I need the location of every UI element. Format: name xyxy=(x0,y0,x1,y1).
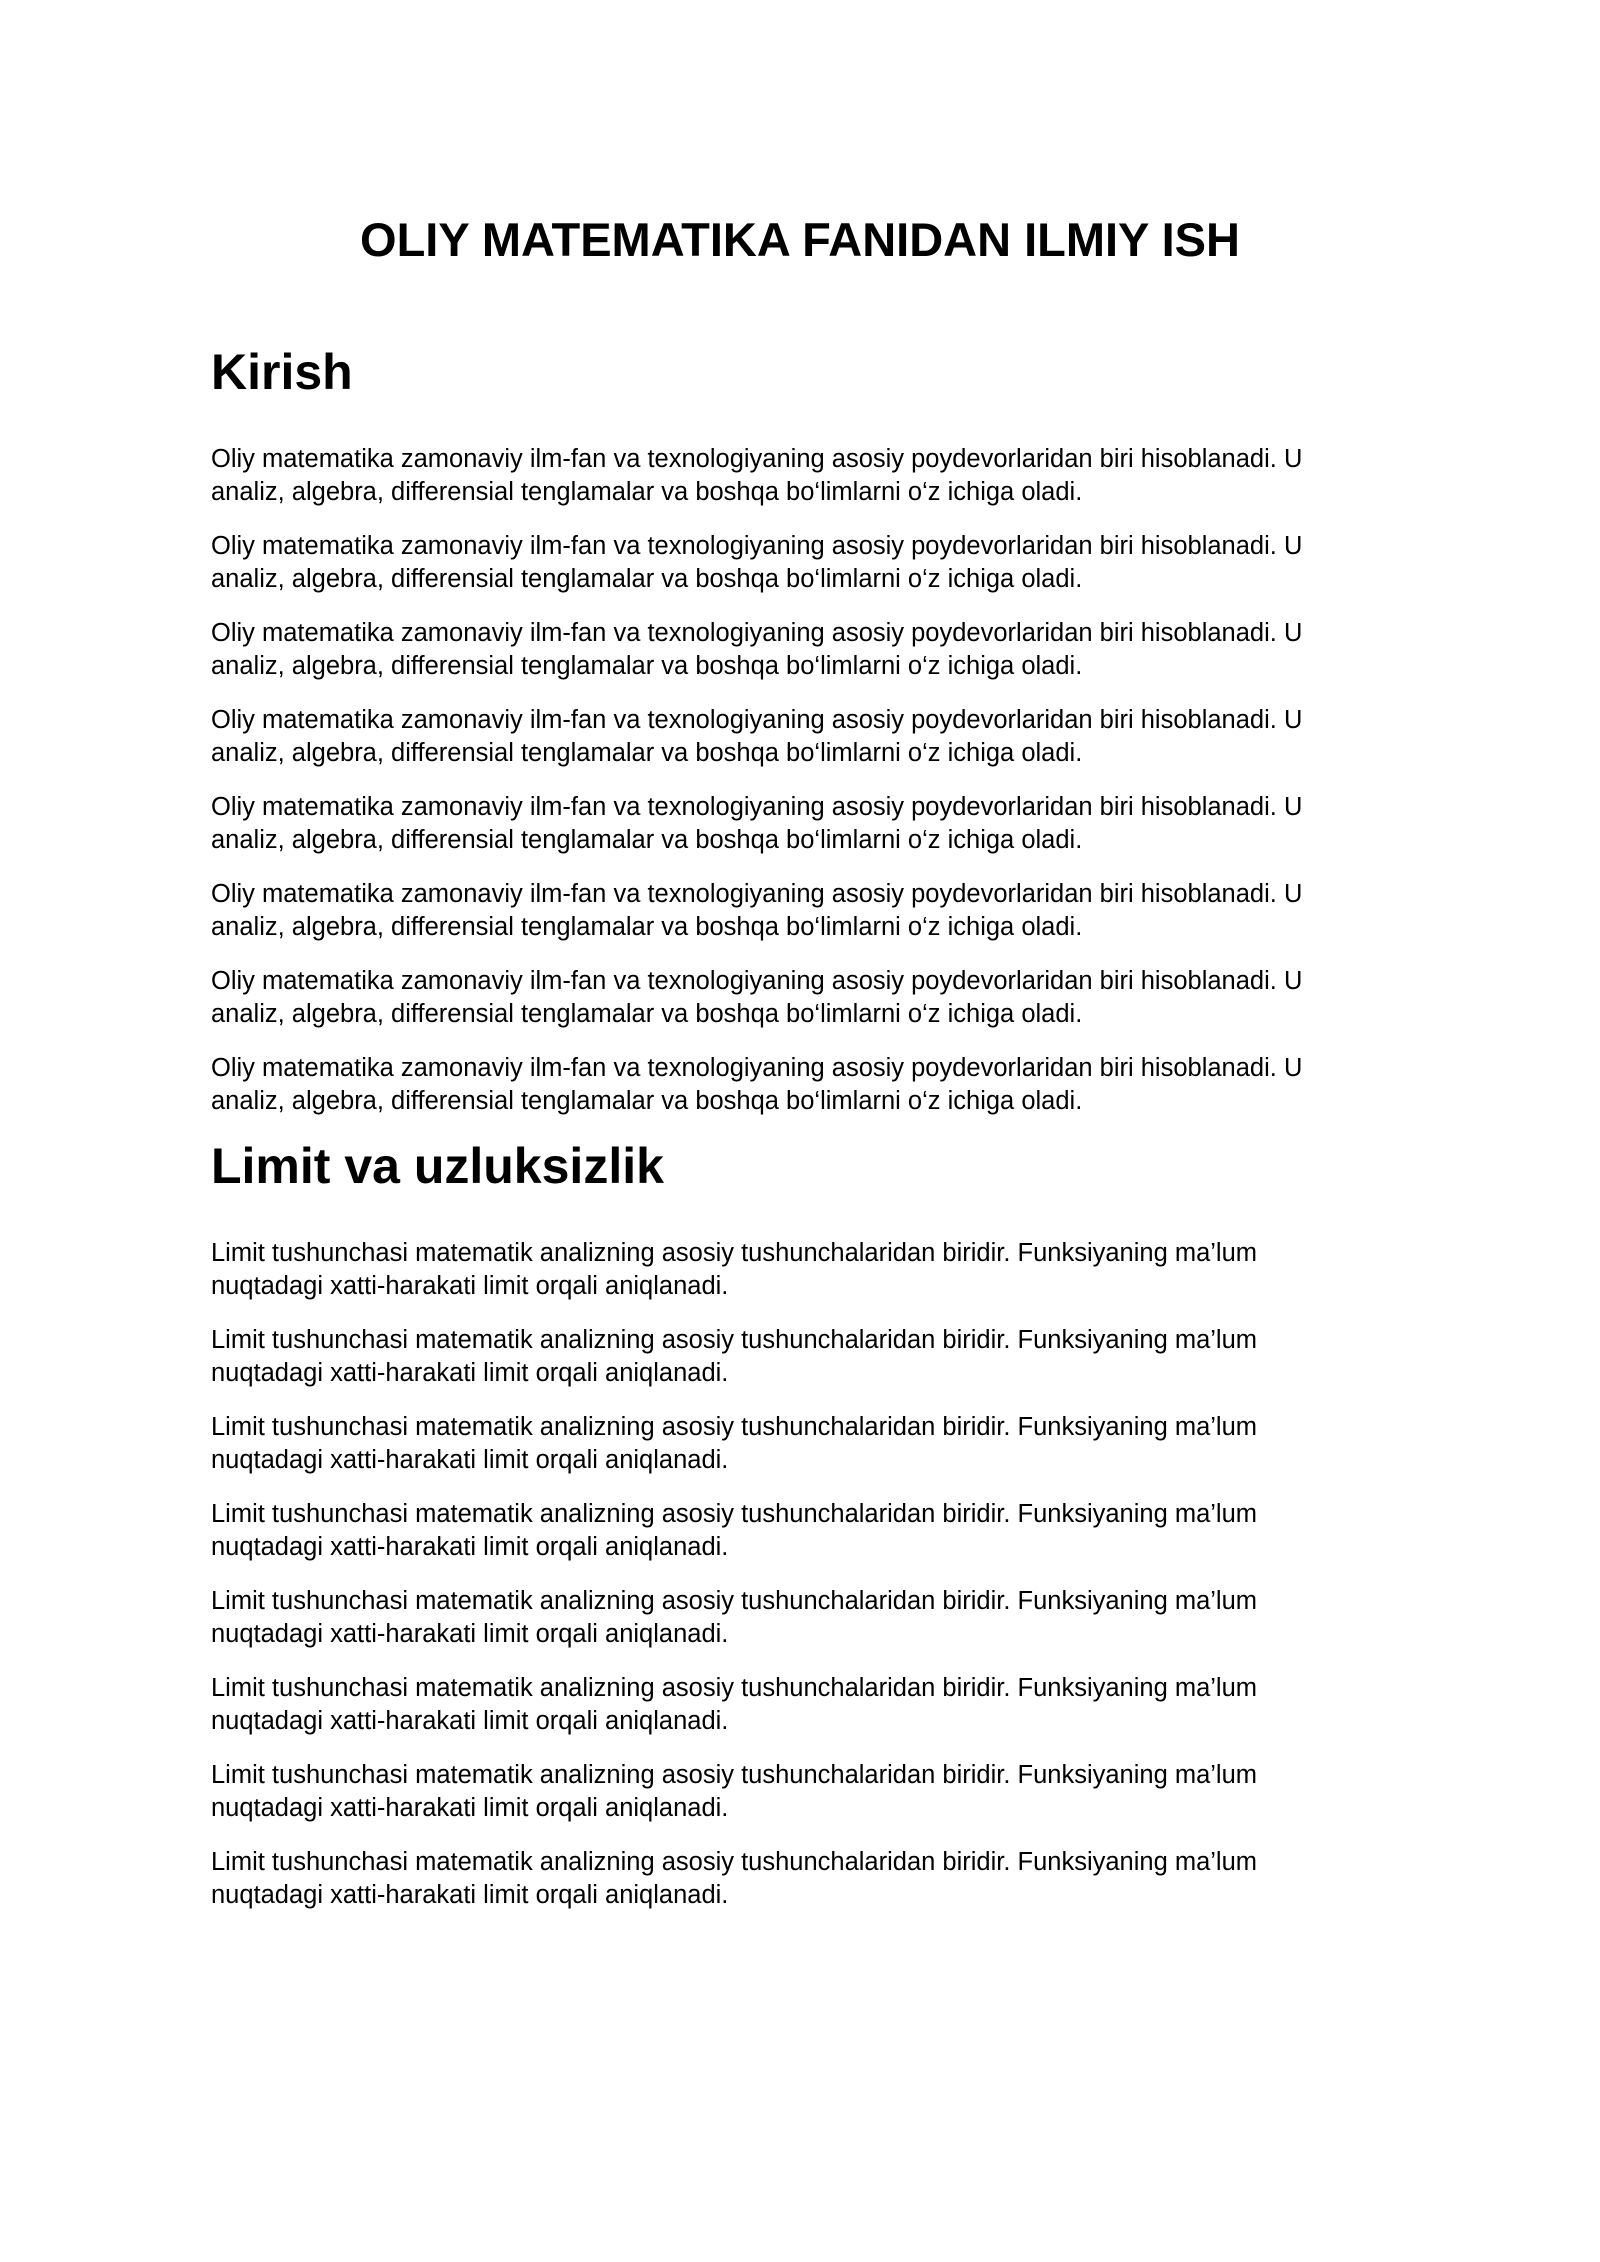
paragraph xyxy=(211,1672,1257,1759)
paragraph-line: Oliy matematika zamonaviy ilm-fan va texnologiyaning asosiy poydevorlaridan biri hisoblanadi. U xyxy=(211,706,1303,734)
paragraph-line: nuqtadagi xatti-harakati limit orqali aniqlanadi. xyxy=(211,1272,729,1300)
section-paragraphs xyxy=(211,1237,1257,1933)
paragraph xyxy=(211,965,1302,1052)
section-limit-va-uzluksizlik xyxy=(211,1136,1411,1909)
document-title: OLIY MATEMATIKA FANIDAN ILMIY ISH xyxy=(360,213,1240,266)
paragraph-line: nuqtadagi xatti-harakati limit orqali aniqlanadi. xyxy=(211,1620,729,1648)
paragraph xyxy=(211,704,1302,791)
paragraph-line: Limit tushunchasi matematik analizning asosiy tushunchalaridan biridir. Funksiyaning ma’lum xyxy=(211,1587,1258,1615)
section-heading: Kirish xyxy=(211,344,353,400)
paragraph-line: Oliy matematika zamonaviy ilm-fan va texnologiyaning asosiy poydevorlaridan biri hisoblanadi. U xyxy=(211,445,1303,473)
paragraph-line: Oliy matematika zamonaviy ilm-fan va texnologiyaning asosiy poydevorlaridan biri hisoblanadi. U xyxy=(211,967,1303,995)
paragraph xyxy=(211,1498,1257,1585)
paragraph-line: nuqtadagi xatti-harakati limit orqali aniqlanadi. xyxy=(211,1533,729,1561)
paragraph xyxy=(211,617,1302,704)
paragraph-line: analiz, algebra, differensial tenglamalar va boshqa bo‘limlarni o‘z ichiga oladi. xyxy=(211,913,1083,941)
paragraph-line: Limit tushunchasi matematik analizning asosiy tushunchalaridan biridir. Funksiyaning ma’lum xyxy=(211,1848,1258,1876)
paragraph-line: nuqtadagi xatti-harakati limit orqali aniqlanadi. xyxy=(211,1359,729,1387)
paragraph-line: Limit tushunchasi matematik analizning asosiy tushunchalaridan biridir. Funksiyaning ma’lum xyxy=(211,1326,1258,1354)
paragraph xyxy=(211,1237,1257,1324)
paragraph-line: analiz, algebra, differensial tenglamalar va boshqa bo‘limlarni o‘z ichiga oladi. xyxy=(211,826,1083,854)
paragraph xyxy=(211,1052,1302,1139)
paragraph-line: Limit tushunchasi matematik analizning asosiy tushunchalaridan biridir. Funksiyaning ma’lum xyxy=(211,1674,1258,1702)
paragraph xyxy=(211,1585,1257,1672)
paragraph-line: Limit tushunchasi matematik analizning asosiy tushunchalaridan biridir. Funksiyaning ma’lum xyxy=(211,1413,1258,1441)
section-paragraphs xyxy=(211,443,1302,1139)
paragraph-line: analiz, algebra, differensial tenglamalar va boshqa bo‘limlarni o‘z ichiga oladi. xyxy=(211,739,1083,767)
paragraph xyxy=(211,530,1302,617)
paragraph xyxy=(211,1759,1257,1846)
paragraph-line: nuqtadagi xatti-harakati limit orqali aniqlanadi. xyxy=(211,1446,729,1474)
paragraph-line: Oliy matematika zamonaviy ilm-fan va texnologiyaning asosiy poydevorlaridan biri hisoblanadi. U xyxy=(211,619,1303,647)
paragraph-line: Oliy matematika zamonaviy ilm-fan va texnologiyaning asosiy poydevorlaridan biri hisoblanadi. U xyxy=(211,880,1303,908)
paragraph xyxy=(211,878,1302,965)
paragraph-line: Limit tushunchasi matematik analizning asosiy tushunchalaridan biridir. Funksiyaning ma’lum xyxy=(211,1761,1258,1789)
paragraph-line: analiz, algebra, differensial tenglamalar va boshqa bo‘limlarni o‘z ichiga oladi. xyxy=(211,565,1083,593)
paragraph xyxy=(211,443,1302,530)
paragraph-line: Limit tushunchasi matematik analizning asosiy tushunchalaridan biridir. Funksiyaning ma’lum xyxy=(211,1500,1258,1528)
paragraph-line: Oliy matematika zamonaviy ilm-fan va texnologiyaning asosiy poydevorlaridan biri hisoblanadi. U xyxy=(211,793,1303,821)
paragraph-line: Oliy matematika zamonaviy ilm-fan va texnologiyaning asosiy poydevorlaridan biri hisoblanadi. U xyxy=(211,532,1303,560)
paragraph-line: nuqtadagi xatti-harakati limit orqali aniqlanadi. xyxy=(211,1794,729,1822)
paragraph-line: analiz, algebra, differensial tenglamalar va boshqa bo‘limlarni o‘z ichiga oladi. xyxy=(211,1000,1083,1028)
paragraph xyxy=(211,1411,1257,1498)
paragraph-line: analiz, algebra, differensial tenglamalar va boshqa bo‘limlarni o‘z ichiga oladi. xyxy=(211,652,1083,680)
paragraph xyxy=(211,791,1302,878)
section-heading: Limit va uzluksizlik xyxy=(211,1138,664,1194)
paragraph xyxy=(211,1846,1257,1933)
paragraph-line: analiz, algebra, differensial tenglamalar va boshqa bo‘limlarni o‘z ichiga oladi. xyxy=(211,1087,1083,1115)
paragraph-line: Limit tushunchasi matematik analizning asosiy tushunchalaridan biridir. Funksiyaning ma’lum xyxy=(211,1239,1258,1267)
section-kirish xyxy=(211,342,1411,1115)
paragraph-line: nuqtadagi xatti-harakati limit orqali aniqlanadi. xyxy=(211,1707,729,1735)
paragraph xyxy=(211,1324,1257,1411)
paragraph-line: nuqtadagi xatti-harakati limit orqali aniqlanadi. xyxy=(211,1881,729,1909)
paragraph-line: Oliy matematika zamonaviy ilm-fan va texnologiyaning asosiy poydevorlaridan biri hisoblanadi. U xyxy=(211,1054,1303,1082)
paragraph-line: analiz, algebra, differensial tenglamalar va boshqa bo‘limlarni o‘z ichiga oladi. xyxy=(211,478,1083,506)
